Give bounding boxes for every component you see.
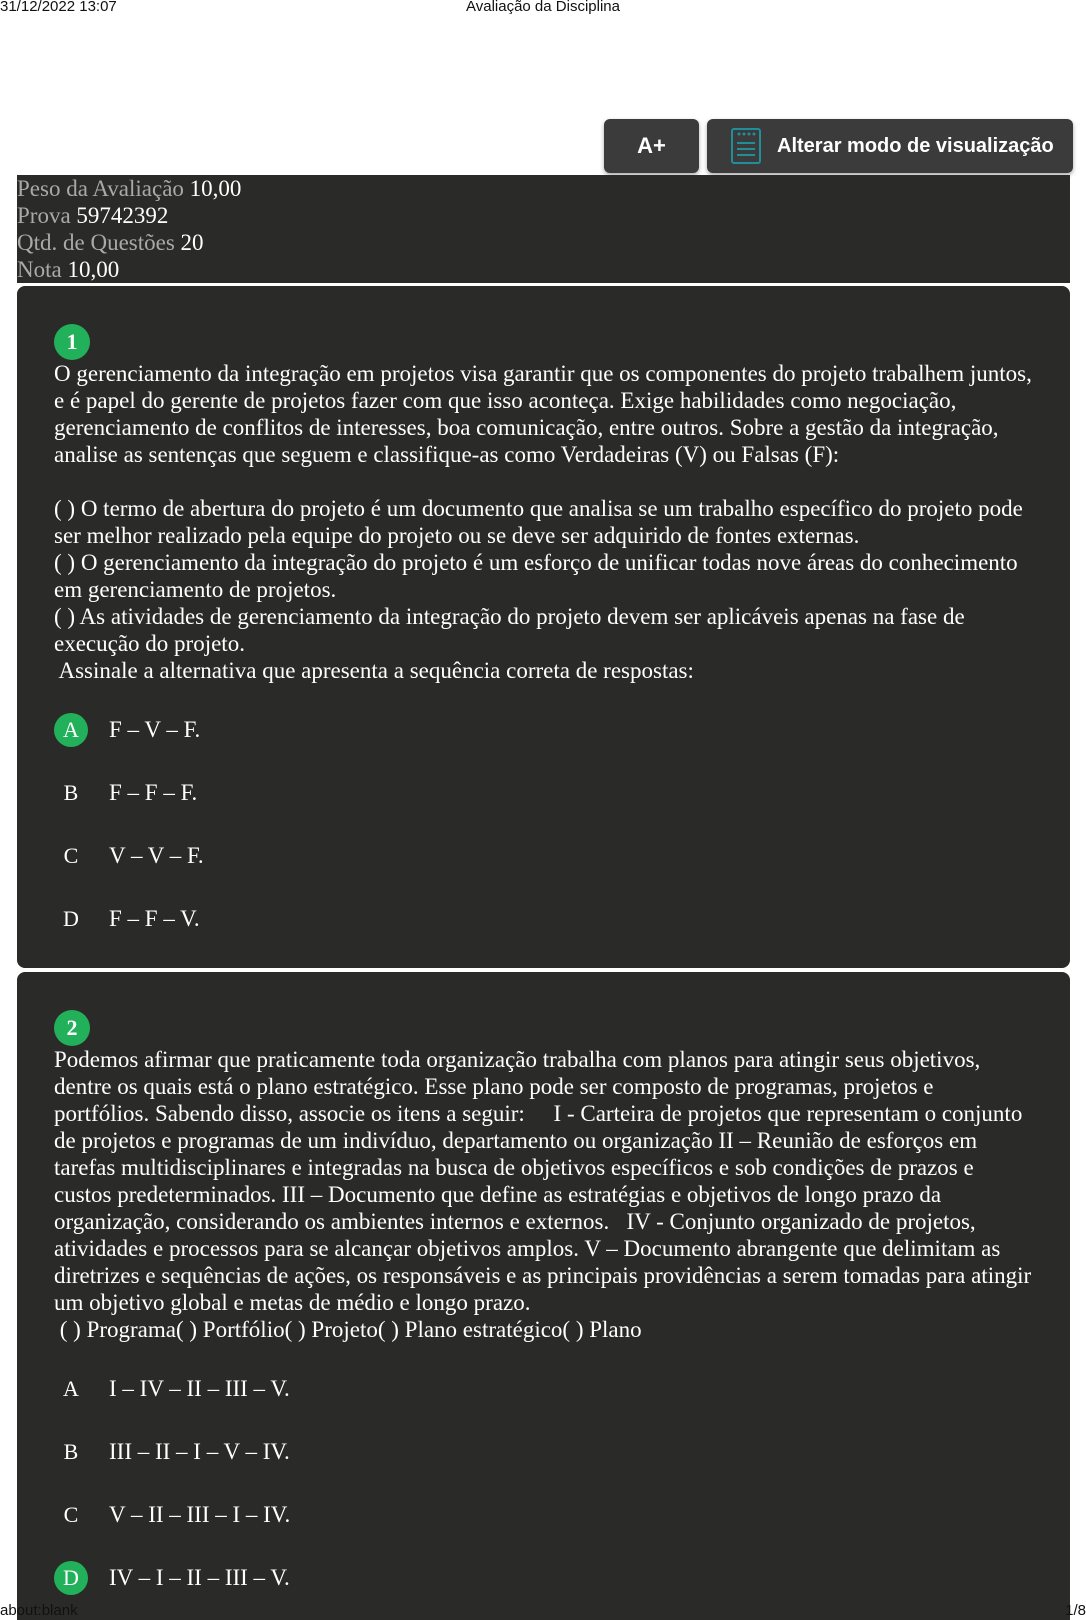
answer-option[interactable] — [54, 824, 1032, 887]
question-card-2 — [17, 972, 1070, 1620]
option-letter: A — [63, 1375, 79, 1401]
print-footer — [0, 1602, 1086, 1620]
info-row-question-count: Qtd. de Questões 20 — [17, 230, 204, 255]
option-letter-selected: D — [54, 1561, 88, 1595]
answer-option[interactable] — [54, 1483, 1032, 1546]
answer-option[interactable] — [54, 1546, 1032, 1609]
answer-option[interactable] — [54, 1357, 1032, 1420]
answer-option[interactable] — [54, 1420, 1032, 1483]
answer-option[interactable] — [54, 698, 1032, 761]
print-page-number: 1/8 — [1065, 1602, 1086, 1619]
increase-font-button[interactable] — [604, 119, 699, 173]
answer-option[interactable] — [54, 887, 1032, 950]
option-letter: C — [63, 842, 79, 868]
question-card-1 — [17, 286, 1070, 968]
question-number-badge: 1 — [54, 324, 90, 360]
option-letter-selected: A — [54, 713, 88, 747]
option-text: V – II – III – I – IV. — [109, 1501, 291, 1527]
assessment-info — [17, 175, 1070, 283]
question-text: Podemos afirmar que praticamente toda organização trabalha com planos para atingir seus objetivos, dentre os quais está o plano estratégico. Esse plano pode ser composto de programas, projetos e portfólios. Sabendo disso, associe os itens a seguir: I - Carteira de projetos que representam o conjunto de projetos e programas de um indivíduo, departamento ou organização II – Reunião de esforços em tarefas multidisciplinares e integradas na busca de objetivos específicos e sob condições de prazos e custos predeterminados. III – Documento que define as estratégias e objetivos de longo prazo da organização, considerando os ambientes internos e externos. IV - Conjunto organizado de projetos, atividades e processos para se alcançar objetivos amplos. V – Documento abrangente que delimitam as diretrizes e sequências de ações, os responsáveis e as principais providências a serem tomadas para atingir um objetivo global e metas de médio e longo prazo. ( ) Programa( ) Portfólio( ) Projeto( ) Plano estratégico( ) Plano — [54, 1047, 1037, 1342]
option-text: I – IV – II – III – V. — [109, 1375, 290, 1401]
change-view-mode-label: Alterar modo de visualização — [777, 134, 1054, 157]
answer-option[interactable] — [54, 761, 1032, 824]
answer-options — [54, 698, 1032, 950]
question-number-badge: 2 — [54, 1010, 90, 1046]
option-text: IV – I – II – III – V. — [109, 1564, 290, 1590]
print-header — [0, 0, 1086, 16]
print-datetime: 31/12/2022 13:07 — [0, 0, 117, 15]
change-view-mode-button[interactable] — [707, 119, 1073, 173]
option-text: III – II – I – V – IV. — [109, 1438, 290, 1464]
print-url: about:blank — [0, 1602, 78, 1619]
info-row-grade: Nota 10,00 — [17, 257, 120, 282]
info-row-exam: Prova 59742392 — [17, 203, 169, 228]
view-mode-icon — [731, 128, 761, 164]
option-letter: B — [63, 779, 79, 805]
option-letter: B — [63, 1438, 79, 1464]
option-text: F – F – F. — [109, 779, 198, 805]
question-text: O gerenciamento da integração em projetos visa garantir que os componentes do projeto trabalhem juntos, e é papel do gerente de projetos fazer com que isso aconteça. Exige habilidades como negociação, gerenciamento de conflitos de interesses, boa comunicação, entre outros. Sobre a gestão da integração, analise as sentenças que seguem e classifique-as como Verdadeiras (V) ou Falsas (F): ( ) O termo de abertura do projeto é um documento que analisa se um trabalho específico do projeto pode ser melhor realizado pela equipe do projeto ou se deve ser adquirido de fontes externas. ( ) O gerenciamento da integração do projeto é um esforço de unificar todas nove áreas do conhecimento em gerenciamento de projetos. ( ) As atividades de gerenciamento da integração do projeto devem ser aplicáveis apenas na fase de execução do projeto. Assinale a alternativa que apresenta a sequência correta de respostas: — [54, 361, 1032, 683]
option-text: F – V – F. — [109, 716, 201, 742]
option-letter: D — [63, 905, 79, 931]
option-letter: C — [63, 1501, 79, 1527]
print-title: Avaliação da Disciplina — [466, 0, 620, 15]
info-row-weight: Peso da Avaliação 10,00 — [17, 176, 242, 201]
toolbar — [604, 119, 1073, 173]
option-text: V – V – F. — [109, 842, 204, 868]
answer-options — [54, 1357, 1032, 1609]
option-text: F – F – V. — [109, 905, 200, 931]
increase-font-label: A+ — [637, 133, 666, 158]
